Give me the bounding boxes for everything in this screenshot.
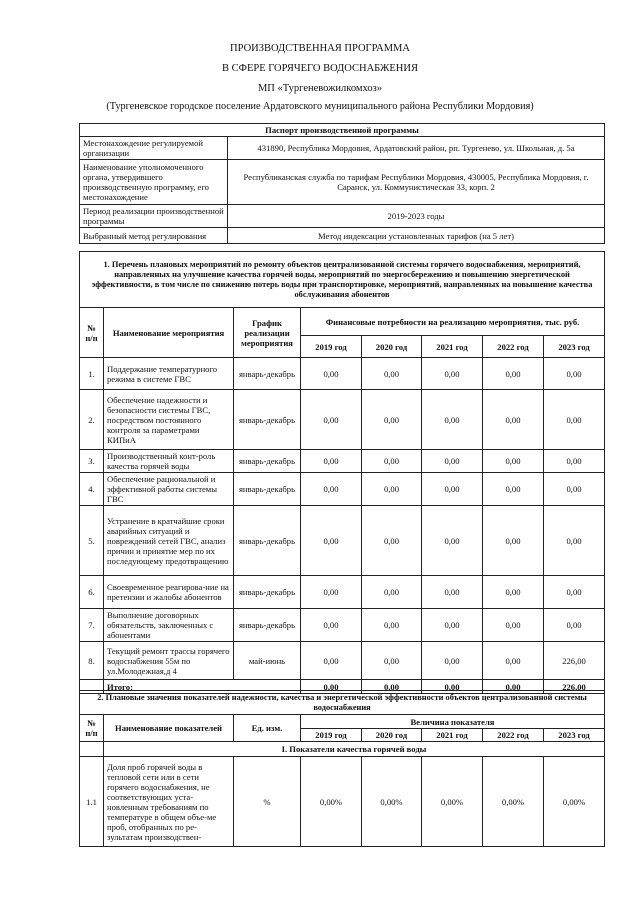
row-value: 0,00%: [301, 757, 362, 847]
row-value: 0,00: [544, 576, 605, 609]
row-num: 3.: [80, 450, 104, 473]
row-num: 1.1: [80, 757, 104, 847]
row-value: 0,00: [422, 576, 483, 609]
measures-table: [79, 251, 605, 694]
table-row: [80, 642, 605, 680]
col-schedule-header: График реализации мероприятия: [234, 308, 301, 358]
section1-title: 1. Перечень плановых мероприятий по ремонту объектов централизованной системы горячего водоснабжения, мероприятий, направленных на улучшение качества горячей воды, мероприятий по энергосбережению и повышению энергетической эффективности, в том числе по снижению потерь воды при транспортировке, мероприятий, направленных на повышение качества обслуживания абонентов: [80, 252, 605, 308]
col-num-header: № п/п: [80, 308, 104, 358]
year-header: 2023 год: [544, 336, 605, 358]
row-value: 0,00: [422, 450, 483, 473]
section2-title: 2. Плановые значения показателей надежности, качества и энергетической эффективности объектов централизованной системы водоснабжения: [80, 691, 605, 715]
row-value: 0,00%: [362, 757, 422, 847]
table-row: [80, 609, 605, 642]
table-row: [80, 576, 605, 609]
row-num: 6.: [80, 576, 104, 609]
row-value: 0,00: [544, 473, 605, 506]
row-schedule: январь-декабрь: [234, 450, 301, 473]
row-num: 4.: [80, 473, 104, 506]
col-name-header: Наименование мероприятия: [104, 308, 234, 358]
row-name: Текущий ремонт трассы горячего водоснабжения 55м по ул.Молодежная,д 4: [104, 642, 234, 680]
row-name: Обеспечение надежности и безопасности системы ГВС, посредством постоянного контроля за параметрами КИПиА: [104, 390, 234, 450]
row-value: 0,00: [362, 473, 422, 506]
row-value: 0,00: [301, 609, 362, 642]
row-value: 0,00: [362, 506, 422, 576]
passport-value: 2019-2023 годы: [228, 205, 605, 228]
row-value: 0,00: [301, 506, 362, 576]
passport-label: Выбранный метод регулирования: [80, 228, 228, 244]
col-name-header: Наименование показателей: [104, 715, 234, 742]
row-name: Производственный конт-роль качества горячей воды: [104, 450, 234, 473]
row-value: 0,00%: [483, 757, 544, 847]
passport-value: 431890, Республика Мордовия, Ардатовский район, рп. Тургенево, ул. Школьная, д. 5а: [228, 137, 605, 160]
year-header: 2020 год: [362, 729, 422, 742]
row-value: 0,00: [483, 358, 544, 390]
row-value: 0,00: [544, 390, 605, 450]
row-value: 0,00%: [544, 757, 605, 847]
row-name: Устранение в кратчайшие сроки аварийных ситуаций и повреждений сетей ГВС, анализ причин и принятие мер по их последующему предотвращению: [104, 506, 234, 576]
row-schedule: май-июнь: [234, 642, 301, 680]
passport-label: Наименование уполномоченного органа, утвердившего производственную программу, его местонахождение: [80, 160, 228, 205]
row-value: 0,00: [362, 642, 422, 680]
row-num: 1.: [80, 358, 104, 390]
row-name: Своевременное реагирова-ние на претензии и жалобы абонентов: [104, 576, 234, 609]
row-value: 0,00: [483, 609, 544, 642]
table-row: [80, 757, 605, 847]
row-value: 0,00: [544, 358, 605, 390]
doc-subtitle: (Тургеневское городское поселение Ардатовского муниципального района Республики Мордовия): [106, 101, 534, 112]
row-value: 0,00: [422, 473, 483, 506]
row-unit: %: [234, 757, 301, 847]
row-value: 0,00: [483, 390, 544, 450]
row-value: 0,00: [362, 609, 422, 642]
row-value: 0,00: [483, 642, 544, 680]
year-header: 2022 год: [483, 336, 544, 358]
row-schedule: январь-декабрь: [234, 576, 301, 609]
passport-row: [80, 137, 605, 160]
row-num: 8.: [80, 642, 104, 680]
passport-value: Республиканская служба по тарифам Республики Мордовия, 430005, Республика Мордовия, г. Саранск, ул. Коммунистическая 33, корп. 2: [228, 160, 605, 205]
row-value: 0,00: [301, 390, 362, 450]
col-unit-header: Ед. изм.: [234, 715, 301, 742]
doc-org-name: МП «Тургеневожилкомхоз»: [257, 83, 383, 94]
passport-label: Местонахождение регулируемой организации: [80, 137, 228, 160]
row-value: 0,00: [301, 358, 362, 390]
row-value: 0,00: [301, 450, 362, 473]
table-row: [80, 506, 605, 576]
indicators-table: [79, 690, 605, 847]
table-row: [80, 473, 605, 506]
total-value: 0,00: [483, 680, 544, 694]
table-row: [80, 358, 605, 390]
row-value: 0,00: [362, 390, 422, 450]
row-schedule: январь-декабрь: [234, 358, 301, 390]
row-value: 0,00: [544, 450, 605, 473]
row-value: 0,00: [362, 576, 422, 609]
total-value: 0,00: [422, 680, 483, 694]
total-label: Итого:: [104, 680, 301, 694]
row-schedule: январь-декабрь: [234, 506, 301, 576]
row-value: 0,00: [483, 506, 544, 576]
passport-row: [80, 228, 605, 244]
passport-row: [80, 205, 605, 228]
row-name: Поддержание температурного режима в системе ГВС: [104, 358, 234, 390]
passport-label: Период реализации производственной программы: [80, 205, 228, 228]
row-value: 0,00: [544, 609, 605, 642]
row-value: 0,00: [483, 473, 544, 506]
year-header: 2019 год: [301, 336, 362, 358]
row-value: 0,00: [301, 642, 362, 680]
row-schedule: январь-декабрь: [234, 473, 301, 506]
row-value: 0,00: [422, 506, 483, 576]
row-value: 0,00: [422, 390, 483, 450]
year-header: 2021 год: [422, 729, 483, 742]
col-num-header: № п/п: [80, 715, 104, 742]
doc-title-line1: ПРОИЗВОДСТВЕННАЯ ПРОГРАММА: [230, 43, 410, 54]
row-value: 0,00: [362, 450, 422, 473]
row-value: 0,00: [422, 358, 483, 390]
passport-row: [80, 160, 605, 205]
row-name: Обеспечение рациональной и эффективной работы системы ГВС: [104, 473, 234, 506]
row-value: 0,00: [544, 506, 605, 576]
row-value: 0,00: [301, 473, 362, 506]
total-value: 226,00: [544, 680, 605, 694]
row-value: 0,00: [422, 609, 483, 642]
year-header: 2022 год: [483, 729, 544, 742]
passport-table: [79, 123, 605, 244]
row-num: 7.: [80, 609, 104, 642]
table-row: [80, 450, 605, 473]
row-value: 0,00: [422, 642, 483, 680]
row-value: 0,00%: [422, 757, 483, 847]
col-financial-header: Финансовые потребности на реализацию мероприятия, тыс. руб.: [301, 308, 605, 336]
col-value-header: Величина показателя: [301, 715, 605, 729]
doc-title-line2: В СФЕРЕ ГОРЯЧЕГО ВОДОСНАБЖЕНИЯ: [222, 63, 418, 74]
table-row: [80, 390, 605, 450]
passport-title: Паспорт производственной программы: [80, 124, 605, 137]
group-title: I. Показатели качества горячей воды: [104, 742, 605, 757]
row-value: 0,00: [483, 450, 544, 473]
total-value: 0,00: [362, 680, 422, 694]
row-value: 0,00: [362, 358, 422, 390]
row-num: 5.: [80, 506, 104, 576]
row-num: 2.: [80, 390, 104, 450]
year-header: 2023 год: [544, 729, 605, 742]
year-header: 2020 год: [362, 336, 422, 358]
row-schedule: январь-декабрь: [234, 390, 301, 450]
total-value: 0,00: [301, 680, 362, 694]
row-name: Доля проб горячей воды в тепловой сети или в сети горячего водоснабжения, не соответствующих уста-новленным требованиям по температуре в общем объе-ме проб, отобранных по ре-зультатам производствен-: [104, 757, 234, 847]
row-value: 226,00: [544, 642, 605, 680]
row-value: 0,00: [301, 576, 362, 609]
year-header: 2021 год: [422, 336, 483, 358]
passport-value: Метод индексации установленных тарифов (на 5 лет): [228, 228, 605, 244]
year-header: 2019 год: [301, 729, 362, 742]
row-schedule: январь-декабрь: [234, 609, 301, 642]
row-name: Выполнение договорных обязательств, заключенных с абонентами: [104, 609, 234, 642]
row-value: 0,00: [483, 576, 544, 609]
